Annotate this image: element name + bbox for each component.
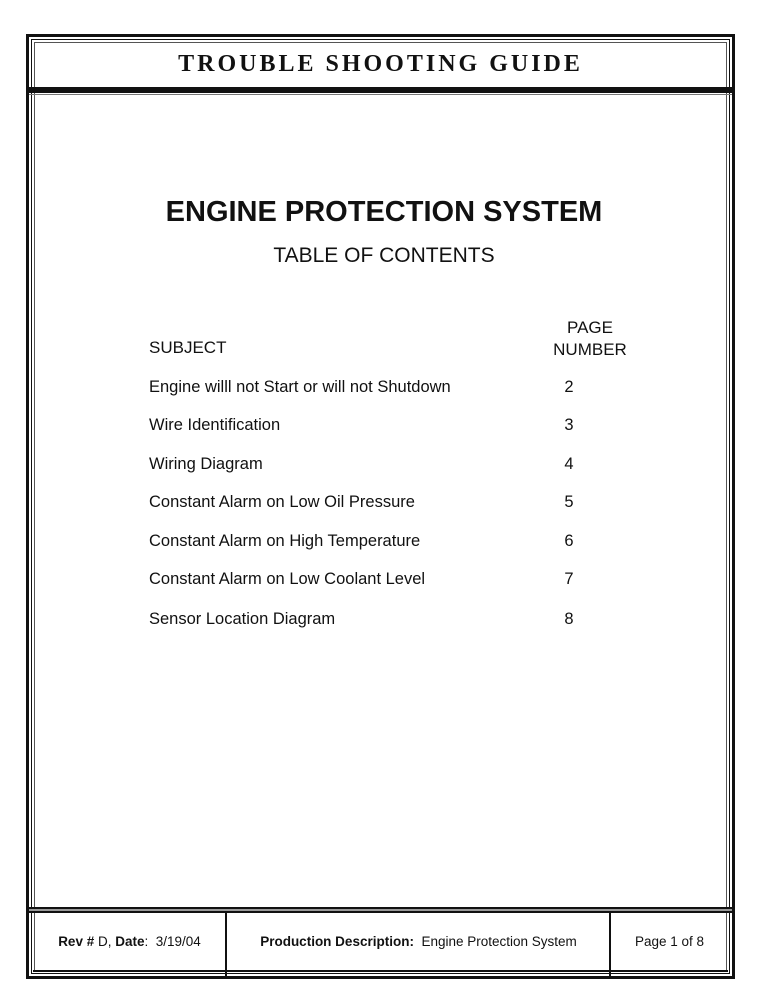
toc-row	[149, 532, 629, 556]
toc-subject: Constant Alarm on High Temperature	[149, 532, 421, 550]
toc-subject: Constant Alarm on Low Coolant Level	[149, 570, 426, 588]
toc-page: 5	[564, 493, 574, 511]
toc-header-subject: SUBJECT	[149, 338, 227, 357]
toc-row	[149, 610, 629, 634]
date-value: : 3/19/04	[144, 934, 201, 949]
toc-header-page-line2: NUMBER	[553, 340, 627, 359]
footer-bottom-line	[33, 970, 728, 972]
toc-row	[149, 455, 629, 479]
toc-page: 6	[564, 532, 574, 550]
header	[33, 41, 728, 87]
toc-subject: Wire Identification	[149, 416, 281, 434]
toc-row	[149, 378, 629, 402]
toc-row	[149, 493, 629, 517]
toc-subject: Engine willl not Start or will not Shutdown	[149, 378, 451, 396]
toc-page: 7	[564, 570, 574, 588]
header-divider	[29, 87, 732, 93]
toc-row	[149, 570, 629, 594]
toc-subject: Wiring Diagram	[149, 455, 263, 473]
toc-header-page-number	[540, 317, 640, 361]
document-subtitle: TABLE OF CONTENTS	[273, 244, 495, 267]
toc-subject: Constant Alarm on Low Oil Pressure	[149, 493, 415, 511]
document-title: ENGINE PROTECTION SYSTEM	[165, 196, 603, 228]
footer-page-info	[611, 913, 728, 970]
toc-header-page-line1: PAGE	[567, 318, 613, 337]
description-label: Production Description:	[260, 934, 414, 949]
footer-description	[227, 913, 610, 970]
toc-page: 3	[564, 416, 574, 434]
header-divider-line	[29, 94, 732, 95]
page-info: Page 1 of 8	[634, 934, 705, 949]
toc-subject: Sensor Location Diagram	[149, 610, 336, 628]
toc-page: 8	[564, 610, 574, 628]
footer-revision	[33, 913, 226, 970]
header-title: TROUBLE SHOOTING GUIDE	[178, 50, 583, 77]
rev-value: D,	[94, 934, 112, 949]
toc-row	[149, 416, 629, 440]
rev-label: Rev #	[58, 934, 95, 949]
date-label: Date	[115, 934, 145, 949]
toc-page: 2	[564, 378, 574, 396]
description-value: Engine Protection System	[421, 934, 577, 949]
toc-page: 4	[564, 455, 574, 473]
